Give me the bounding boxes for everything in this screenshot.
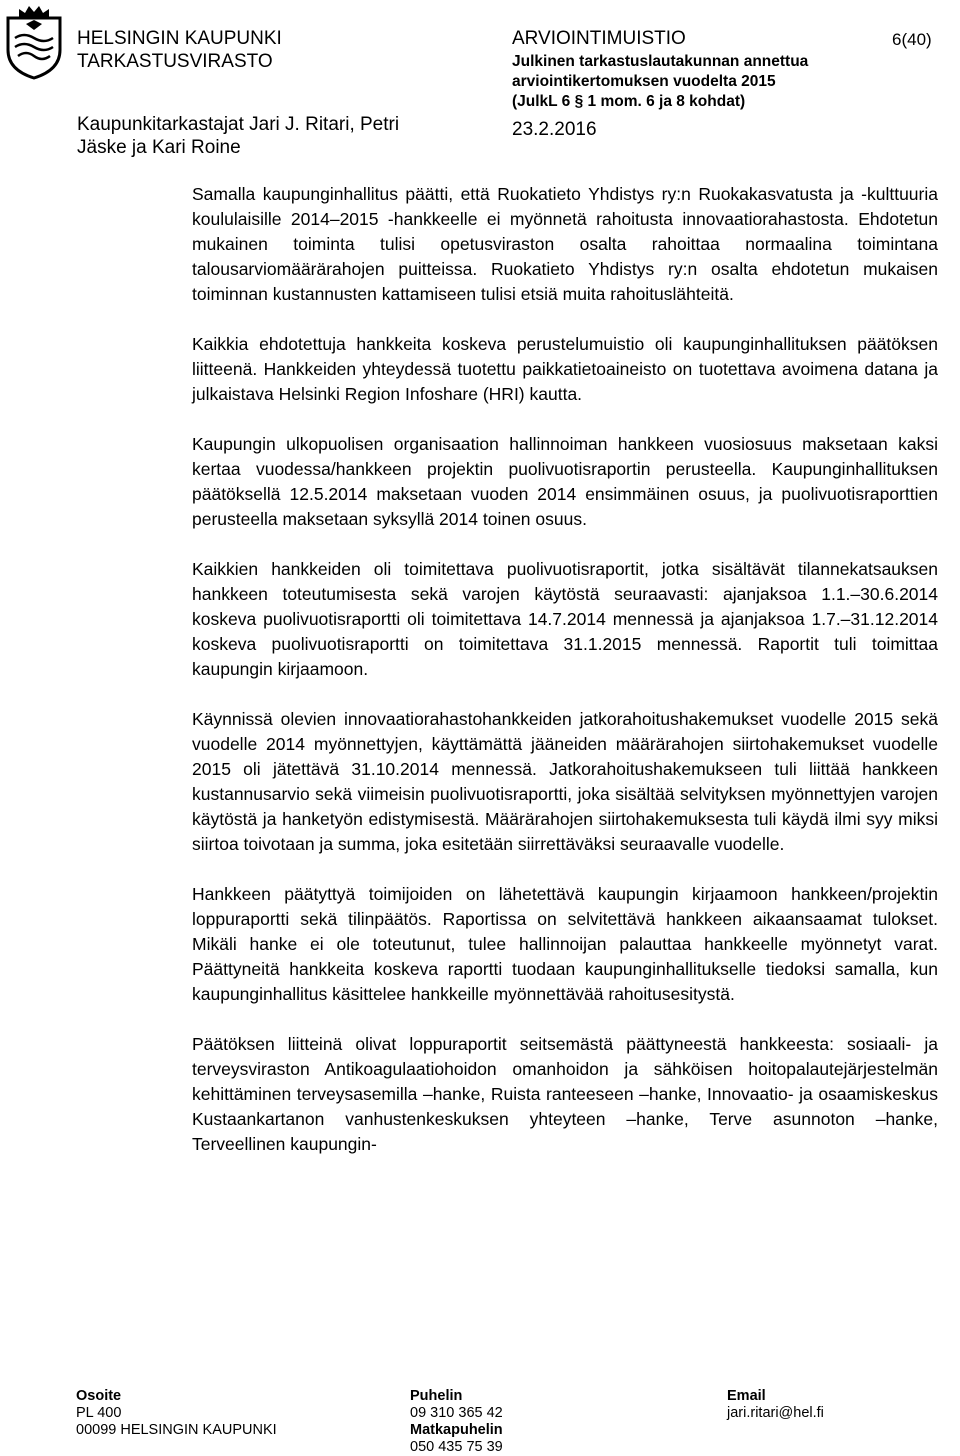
email-address[interactable]: jari.ritari@hel.fi (727, 1405, 824, 1421)
phone-label: Puhelin (410, 1388, 463, 1404)
authors-line-1: Kaupunkitarkastajat Jari J. Ritari, Petri (77, 114, 400, 135)
page-number: 6(40) (892, 30, 932, 49)
header-middle (512, 28, 808, 143)
email-label: Email (727, 1388, 766, 1404)
document-body (192, 182, 938, 1182)
footer-phone (410, 1388, 503, 1456)
document-date: 23.2.2016 (512, 119, 597, 140)
paragraph: Kaikkia ehdotettuja hankkeita koskeva perustelumuistio oli kaupunginhallituksen päätöksen liitteenä. Hankkeiden yhteydessä tuotettu paikkatietoaineisto on tuotettava avoimena datana ja julkaistava Helsinki Region Infoshare (HRI) kautta. (192, 334, 938, 404)
mobile-label: Matkapuhelin (410, 1422, 503, 1438)
helsinki-crest-logo (4, 4, 64, 80)
mobile-number: 050 435 75 39 (410, 1439, 503, 1455)
paragraph: Hankkeen päätyttyä toimijoiden on lähetettävä kaupungin kirjaamoon hankkeen/projektin loppuraportti sekä tilinpäätös. Raportissa on selvitettävä hankkeen aikaansaamat tulokset. Mikäli hanke ei ole toteutunut, tulee hallinnoijan palauttaa hankkeelle myönnetyt varat. Päättyneitä hankkeita koskeva raportti tuodaan kaupunginhallitukselle tiedoksi samalla, kun kaupunginhallitus käsittelee hankkeille myönnettävää rahoitusesitystä. (192, 884, 938, 1004)
header-left (77, 28, 399, 160)
address-label: Osoite (76, 1388, 122, 1404)
authors-line-2: Jäske ja Kari Roine (77, 137, 241, 158)
paragraph: Käynnissä olevien innovaatiorahastohankkeiden jatkorahoitushakemukset vuodelle 2015 sekä vuodelle 2014 myönnettyjen, käyttämättä jääneiden määrärahojen siirtohakemukset vuodelle 2015 oli jätettävä 31.10.2014 mennessä. Jatkorahoitushakemukseen tuli liittää hankkeen kustannusarvio sekä viimeisin puolivuotisraportti, joka sisältää selvityksen myönnettyjen varojen käytöstä ja hanketyön edistymisestä. Määrärahojen siirtohakemuksesta tuli käydä ilmi syy miksi siirtoa toivotaan ja summa, joka esitetään siirrettäväksi seuraavalle vuodelle. (192, 709, 938, 854)
document-subtitle-2: arviointikertomuksen vuodelta 2015 (512, 73, 776, 90)
org-name: HELSINGIN KAUPUNKI (77, 28, 282, 49)
paragraph: Kaupungin ulkopuolisen organisaation hallinnoiman hankkeen vuosiosuus maksetaan kaksi kertaa vuodessa/hankkeen projektin puolivuotisraportin perusteella. Kaupunginhallituksen päätöksellä 12.5.2014 maksetaan vuoden 2014 ensimmäinen osuus, ja puolivuotisraporttien perusteella maksetaan syksyllä 2014 toinen osuus. (192, 434, 938, 529)
document-subtitle-1: Julkinen tarkastuslautakunnan annettua (512, 53, 809, 70)
footer-email (727, 1388, 824, 1422)
footer-address (76, 1388, 277, 1439)
address-line-1: PL 400 (76, 1405, 122, 1421)
paragraph: Kaikkien hankkeiden oli toimitettava puolivuotisraportit, jotka sisältävät tilannekatsauksen hankkeen toteutumisesta sekä varojen käytöstä seuraavasti: ajanjaksoa 1.1.–30.6.2014 koskeva puolivuotisraportti oli toimitettava 14.7.2014 mennessä ja ajanjaksoa 1.7.–31.12.2014 koskeva puolivuotisraportti on toimitettava 31.1.2015 mennessä. Raportit tuli toimittaa kaupungin kirjaamoon. (192, 559, 938, 679)
paragraph: Päätöksen liitteinä olivat loppuraportit seitsemästä päättyneestä hankkeesta: sosiaali- ja terveysviraston Antikoagulaatiohoidon omanhoidon ja sähköisen hoitopalautejärjestelmän kehittäminen terveysasemilla –hanke, Ruista ranteeseen –hanke, Innovaatio- ja osaamiskeskus Kustaankartanon vanhustenkeskuksen yhteyteen –hanke, Terve asunnoton –hanke, Terveellinen kaupungin- (192, 1034, 938, 1154)
paragraph: Samalla kaupunginhallitus päätti, että Ruokatieto Yhdistys ry:n Ruokakasvatusta ja -kulttuuria koululaisille 2014–2015 -hankkeelle ei myönnetä rahoitusta innovaatiorahastosta. Ehdotetun mukainen toiminta tulisi opetusviraston osalta rahoittaa normaalina toimintana talousarviomäärärahojen puitteissa. Ruokatieto Yhdistys ry:n osalta ehdotetun mukaisen toiminnan kustannusten kattamiseen tulisi etsiä muita rahoituslähteitä. (192, 184, 938, 304)
department-name: TARKASTUSVIRASTO (77, 51, 273, 72)
phone-number: 09 310 365 42 (410, 1405, 503, 1421)
address-line-2: 00099 HELSINGIN KAUPUNKI (76, 1422, 277, 1438)
document-subtitle-3: (JulkL 6 § 1 mom. 6 ja 8 kohdat) (512, 93, 746, 110)
document-title: ARVIOINTIMUISTIO (512, 28, 686, 49)
